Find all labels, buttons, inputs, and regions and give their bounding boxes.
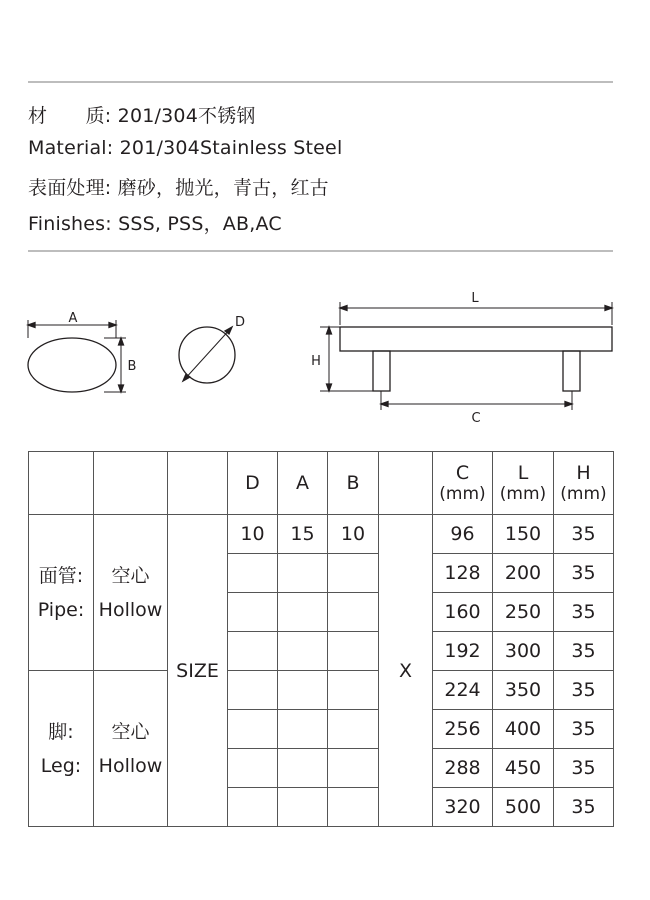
c-value: 160 (433, 593, 493, 632)
c-value: 192 (433, 632, 493, 671)
pipe-cn: 面管: (38, 564, 84, 587)
b-value: 10 (328, 515, 379, 554)
leg-type-cell (94, 671, 168, 827)
empty-cell (328, 749, 379, 788)
header-empty (29, 452, 94, 515)
handle-side-view (320, 302, 612, 410)
header-c-name: C (455, 462, 470, 484)
l-value: 250 (493, 593, 554, 632)
h-value: 35 (554, 788, 614, 827)
spec-label: Finishes: (28, 213, 112, 235)
l-value: 400 (493, 710, 554, 749)
circle-d-label: D (234, 315, 246, 330)
spec-value: 201/304不锈钢 (117, 105, 256, 127)
size-table (28, 451, 614, 827)
spec-finish-cn (28, 173, 329, 200)
h-value: 35 (554, 710, 614, 749)
header-h-name: H (576, 462, 591, 484)
spec-material-en (28, 137, 342, 159)
empty-cell (278, 632, 328, 671)
empty-cell (278, 671, 328, 710)
header-d: D (228, 452, 278, 515)
x-label: X (379, 515, 433, 827)
l-value: 350 (493, 671, 554, 710)
table-row (29, 515, 614, 554)
h-value: 35 (554, 632, 614, 671)
c-value: 256 (433, 710, 493, 749)
empty-cell (228, 593, 278, 632)
d-value: 10 (228, 515, 278, 554)
header-empty (168, 452, 228, 515)
handle-h-label: H (311, 354, 321, 369)
pipe-type-cell (94, 515, 168, 671)
header-c-unit: (mm) (439, 484, 486, 504)
header-empty (379, 452, 433, 515)
c-value: 224 (433, 671, 493, 710)
empty-cell (328, 632, 379, 671)
header-b: B (328, 452, 379, 515)
empty-cell (328, 554, 379, 593)
dimension-diagram (0, 275, 650, 435)
spec-value: 201/304Stainless Steel (119, 137, 343, 159)
pipe-en: Pipe: (37, 598, 85, 621)
h-value: 35 (554, 515, 614, 554)
empty-cell (278, 710, 328, 749)
header-h (554, 452, 614, 515)
top-divider (28, 81, 613, 83)
spec-label: Material: (28, 137, 114, 159)
empty-cell (228, 749, 278, 788)
l-value: 150 (493, 515, 554, 554)
oval-b-label: B (127, 359, 137, 374)
handle-l-label: L (471, 291, 479, 306)
c-value: 128 (433, 554, 493, 593)
header-a: A (278, 452, 328, 515)
l-value: 450 (493, 749, 554, 788)
header-empty (94, 452, 168, 515)
pipe-label-cell (29, 515, 94, 671)
leg-type-cn: 空心 (111, 720, 150, 743)
oval-cross-section (28, 320, 126, 392)
spec-value: 磨砂，抛光，青古，红古 (117, 177, 329, 199)
spec-material-cn (28, 101, 256, 128)
empty-cell (278, 749, 328, 788)
header-l-unit: (mm) (499, 484, 547, 504)
empty-cell (278, 593, 328, 632)
header-l (493, 452, 554, 515)
empty-cell (278, 788, 328, 827)
leg-type-en: Hollow (98, 754, 163, 777)
h-value: 35 (554, 554, 614, 593)
leg-cn: 脚: (48, 720, 74, 743)
l-value: 500 (493, 788, 554, 827)
leg-label-cell (29, 671, 94, 827)
spec-value: SSS, PSS，AB,AC (118, 213, 282, 235)
empty-cell (328, 671, 379, 710)
pipe-type-cn: 空心 (111, 564, 150, 587)
a-value: 15 (278, 515, 328, 554)
table-row (29, 671, 614, 710)
empty-cell (278, 554, 328, 593)
spec-finish-en (28, 209, 282, 236)
leg-en: Leg: (40, 754, 82, 777)
empty-cell (228, 710, 278, 749)
handle-c-label: C (471, 411, 481, 426)
c-value: 320 (433, 788, 493, 827)
empty-cell (328, 710, 379, 749)
size-label: SIZE (168, 515, 228, 827)
empty-cell (228, 554, 278, 593)
spec-label: 材 质: (28, 105, 112, 127)
empty-cell (328, 788, 379, 827)
pipe-type-en: Hollow (98, 598, 163, 621)
empty-cell (228, 632, 278, 671)
empty-cell (228, 788, 278, 827)
c-value: 96 (433, 515, 493, 554)
header-l-name: L (517, 462, 529, 484)
header-c (433, 452, 493, 515)
round-cross-section (179, 327, 235, 383)
h-value: 35 (554, 671, 614, 710)
empty-cell (228, 671, 278, 710)
oval-a-label: A (68, 311, 78, 326)
spec-label: 表面处理: (28, 177, 112, 199)
empty-cell (328, 593, 379, 632)
header-h-unit: (mm) (560, 484, 607, 504)
table-header-row (29, 452, 614, 515)
l-value: 200 (493, 554, 554, 593)
middle-divider (28, 250, 613, 252)
c-value: 288 (433, 749, 493, 788)
l-value: 300 (493, 632, 554, 671)
h-value: 35 (554, 749, 614, 788)
h-value: 35 (554, 593, 614, 632)
